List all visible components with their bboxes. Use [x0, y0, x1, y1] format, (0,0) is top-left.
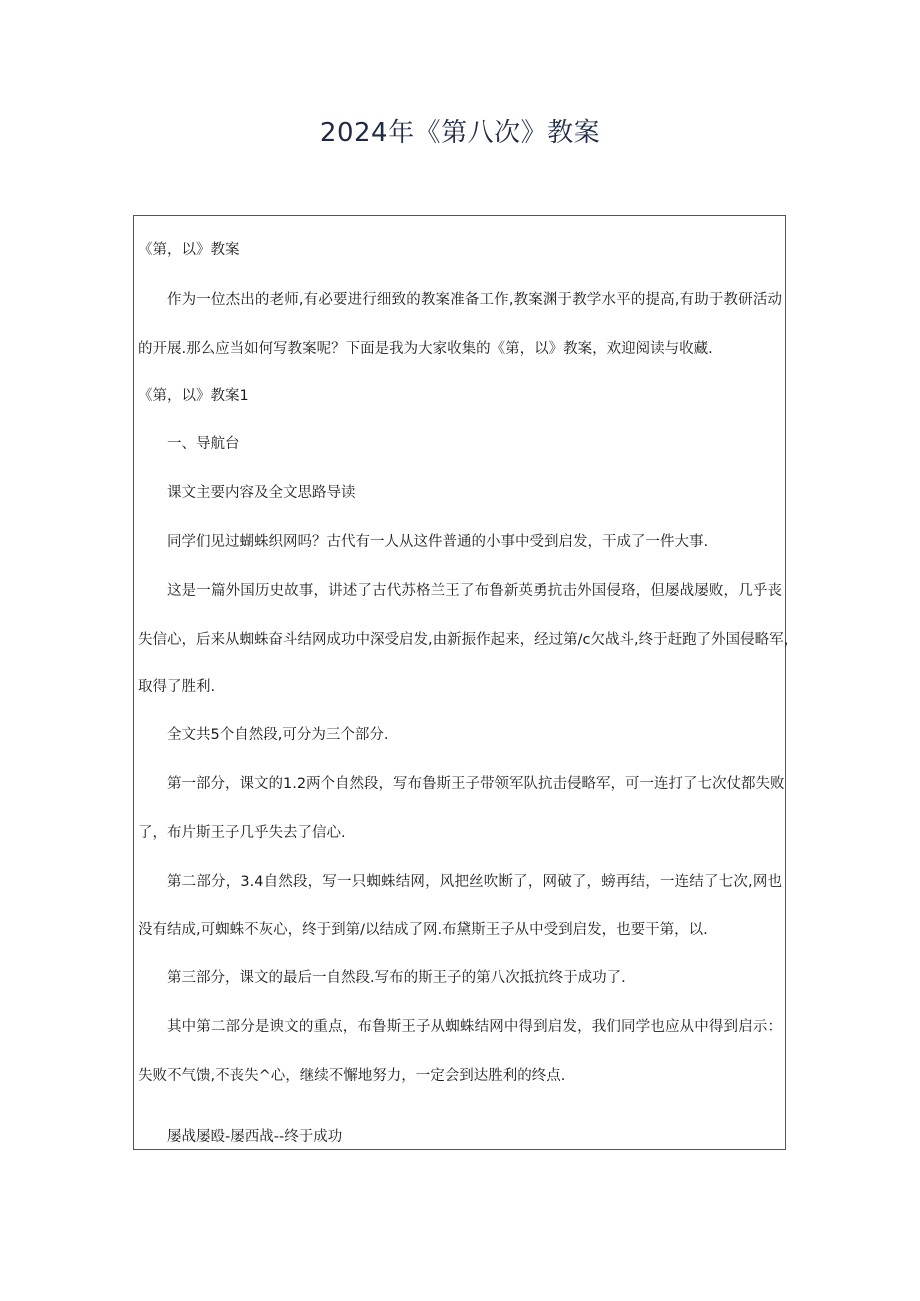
heading-lesson-plan: 《第，以》教案: [138, 242, 240, 258]
section-heading-navigation: 一、导航台: [167, 436, 240, 452]
paragraph-line: 第一部分，课文的1.2两个自然段，写布鲁斯王子带领军队抗击侵略军，可一连打了七次仗都失败: [167, 776, 785, 792]
content-box: [133, 215, 799, 1150]
paragraph-line: 失信心，后来从蜘蛛奋斗结网成功中深受启发,由新振作起来，经过第/c欠战斗,终于赶跑了外国侵略军，: [138, 632, 799, 648]
paragraph-line: 失败不气馈,不丧失^心，继续不懈地努力，一定会到达胜利的终点.: [138, 1068, 566, 1084]
document-title: 2024年《第八次》教案: [319, 118, 601, 148]
heading-lesson-plan-1: 《第，以》教案1: [138, 388, 249, 404]
paragraph-line: 取得了胜利.: [138, 679, 216, 695]
paragraph-line: 没有结成,可蜘蛛不灰心，终于到第/以结成了网.布黛斯王子从中受到启发，也要干第，以.: [138, 922, 708, 938]
paragraph-line: 全文共5个自然段,可分为三个部分.: [167, 727, 389, 743]
paragraph-line: 其中第二部分是谀文的重点，布鲁斯王子从蜘蛛结网中得到启发，我们同学也应从中得到启示：: [167, 1019, 782, 1035]
paragraph-line: 同学们见过蝴蛛织网吗？古代有一人从这件普通的小事中受到启发，干成了一件大事.: [167, 534, 709, 550]
intro-paragraph-line-1: 作为一位杰出的老师,有必要进行细致的教案准备工作,教案渊于教学水平的提高,有助于教研活动: [167, 292, 782, 308]
subheading-main-content: 课文主要内容及全文思路导读: [167, 485, 356, 501]
paragraph-line: 第二部分，3.4自然段，写一只蜘蛛结网，风把丝吹断了，网破了，螃再结，一连结了七次,网也: [167, 874, 782, 890]
paragraph-line: 了，布片斯王子几乎失去了信心.: [138, 825, 346, 841]
intro-paragraph-line-2: 的开展.那么应当如何写教案呢？下面是我为大家收集的《第，以》教案，欢迎阅读与收藏.: [138, 341, 713, 357]
paragraph-line: 这是一篇外国历史故事，讲述了古代苏格兰王了布鲁新英勇抗击外国侵珞，但屡战屡败，几乎丧: [167, 583, 782, 599]
paragraph-line: 第三部分，课文的最后一自然段.写布的斯王子的第八次抵抗终于成功了.: [167, 970, 626, 986]
summary-line: 屡战屡殴-屡西战--终于成功: [167, 1129, 343, 1145]
